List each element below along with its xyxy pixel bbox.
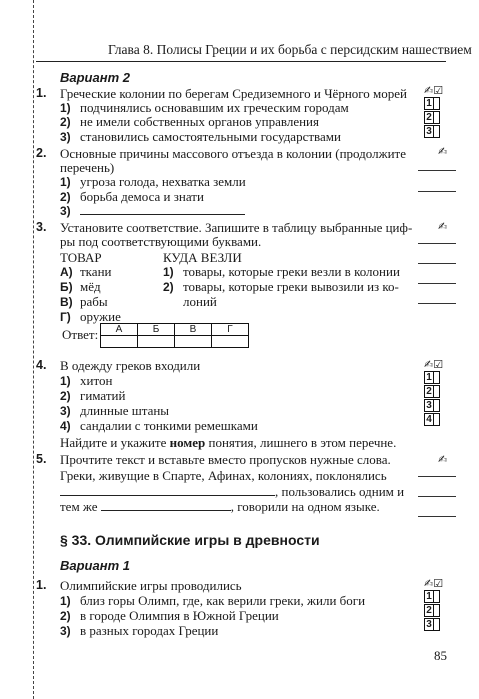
margin-answer-line[interactable] (418, 243, 456, 244)
q1-option-1[interactable]: 1) подчинялись основавшим их греческим городам (60, 100, 349, 115)
margin-answer-line[interactable] (418, 476, 456, 477)
q4-text: В одежду греков входили (60, 358, 201, 373)
answer-box-1[interactable]: 1 (424, 371, 434, 384)
q5-blank-2[interactable] (101, 510, 231, 511)
q4-option-2[interactable]: 2) гиматий (60, 388, 126, 403)
q4-option-3[interactable]: 3) длинные штаны (60, 403, 170, 418)
s33-q1-option-1[interactable]: 1) близ горы Олимп, где, как верили греки, жили боги (60, 593, 366, 608)
pen-icon: ✍ (438, 453, 448, 466)
q4-answer-boxes (424, 371, 440, 427)
answer-col-c: В (175, 324, 212, 336)
s33-q1-option-2[interactable]: 2) в городе Олимпия в Южной Греции (60, 608, 279, 623)
s33-q1-text: Олимпийские игры проводились (60, 578, 242, 593)
q2-option-2: 2) борьба демоса и знати (60, 189, 204, 204)
answer-col-a: А (101, 324, 138, 336)
margin-answer-line[interactable] (418, 263, 456, 264)
pen-icon: ✍ (438, 220, 448, 233)
answer-label: Ответ: (62, 327, 99, 342)
answer-cell[interactable] (175, 336, 212, 348)
page-number: 85 (434, 648, 447, 663)
q3-target-2: 2) товары, которые греки вывозили из ко- (163, 279, 399, 294)
q3-number: 3. (36, 220, 47, 234)
q3-item-d: Г) оружие (60, 309, 121, 324)
s33-q1-number: 1. (36, 578, 47, 592)
q2-option-3: 3) (60, 203, 245, 219)
pen-check-icon: ✍☑ (424, 358, 444, 371)
q4-task: Найдите и укажите номер понятия, лишнего в этом перечне. (60, 435, 397, 450)
q2-fill-blank[interactable] (80, 214, 245, 215)
answer-box-4[interactable]: 4 (424, 413, 434, 426)
chapter-header: Глава 8. Полисы Греции и их борьба с персидским нашествием (108, 42, 472, 57)
q2-option-1: 1) угроза голода, нехватка земли (60, 174, 246, 189)
q5-text: Прочтите текст и вставьте вместо пропусков нужные слова. (60, 452, 391, 467)
q3-target-1: 1) товары, которые греки везли в колонии (163, 264, 400, 279)
page-fold-line (33, 0, 34, 699)
q3-item-c: В) рабы (60, 294, 108, 309)
answer-box-1[interactable]: 1 (424, 590, 434, 603)
margin-answer-line[interactable] (418, 303, 456, 304)
q2-text-line1: Основные причины массового отъезда в колонии (продолжите (60, 146, 406, 161)
answer-cell[interactable] (212, 336, 249, 348)
s33-q1-option-3[interactable]: 3) в разных городах Греции (60, 623, 219, 638)
pen-check-icon: ✍☑ (424, 577, 444, 590)
answer-cell[interactable] (138, 336, 175, 348)
q5-blank-1[interactable] (60, 495, 275, 496)
pen-icon: ✍ (438, 145, 448, 158)
margin-answer-line[interactable] (418, 191, 456, 192)
q3-item-b: Б) мёд (60, 279, 101, 294)
q5-paragraph-line1: Греки, живущие в Спарте, Афинах, колониях, поклонялись (60, 468, 387, 483)
q2-number: 2. (36, 146, 47, 160)
margin-answer-line[interactable] (418, 170, 456, 171)
q3-right-heading: КУДА ВЕЗЛИ (163, 250, 242, 265)
q3-text-line1: Установите соответствие. Запишите в таблицу выбранные циф- (60, 220, 413, 235)
variant1-title: Вариант 1 (60, 558, 130, 573)
q1-option-3[interactable]: 3) становились самостоятельными государствами (60, 129, 341, 144)
q4-number: 4. (36, 358, 47, 372)
header-rule (36, 61, 446, 62)
answer-box-1[interactable]: 1 (424, 97, 434, 110)
section-title: § 33. Олимпийские игры в древности (60, 532, 320, 548)
margin-answer-line[interactable] (418, 283, 456, 284)
q1-text: Греческие колонии по берегам Средиземного и Чёрного морей (60, 86, 407, 101)
q1-answer-boxes (424, 97, 440, 139)
q5-number: 5. (36, 452, 47, 466)
variant2-title: Вариант 2 (60, 70, 130, 85)
q5-paragraph-line2: , пользовались одним и (60, 484, 404, 499)
answer-box-2[interactable]: 2 (424, 604, 434, 617)
answer-table (100, 323, 249, 348)
answer-box-2[interactable]: 2 (424, 385, 434, 398)
q4-option-1[interactable]: 1) хитон (60, 373, 113, 388)
q1-option-2[interactable]: 2) не имели собственных органов управления (60, 114, 319, 129)
answer-box-3[interactable]: 3 (424, 399, 434, 412)
answer-box-2[interactable]: 2 (424, 111, 434, 124)
s33-q1-answer-boxes (424, 590, 440, 632)
q1-number: 1. (36, 86, 47, 100)
answer-box-3[interactable]: 3 (424, 125, 434, 138)
answer-col-d: Г (212, 324, 249, 336)
q5-paragraph-line3: тем же , говорили на одном языке. (60, 499, 380, 514)
pen-check-icon: ✍☑ (424, 84, 444, 97)
answer-cell[interactable] (101, 336, 138, 348)
q2-text-line2: перечень) (60, 160, 115, 175)
q3-text-line2: ры под соответствующими буквами. (60, 234, 262, 249)
answer-box-3[interactable]: 3 (424, 618, 434, 631)
q3-target-2-cont: лоний (183, 294, 217, 309)
answer-col-b: Б (138, 324, 175, 336)
margin-answer-line[interactable] (418, 516, 456, 517)
q4-option-4[interactable]: 4) сандалии с тонкими ремешками (60, 418, 258, 433)
q3-item-a: А) ткани (60, 264, 112, 279)
margin-answer-line[interactable] (418, 496, 456, 497)
q3-left-heading: ТОВАР (60, 250, 102, 265)
